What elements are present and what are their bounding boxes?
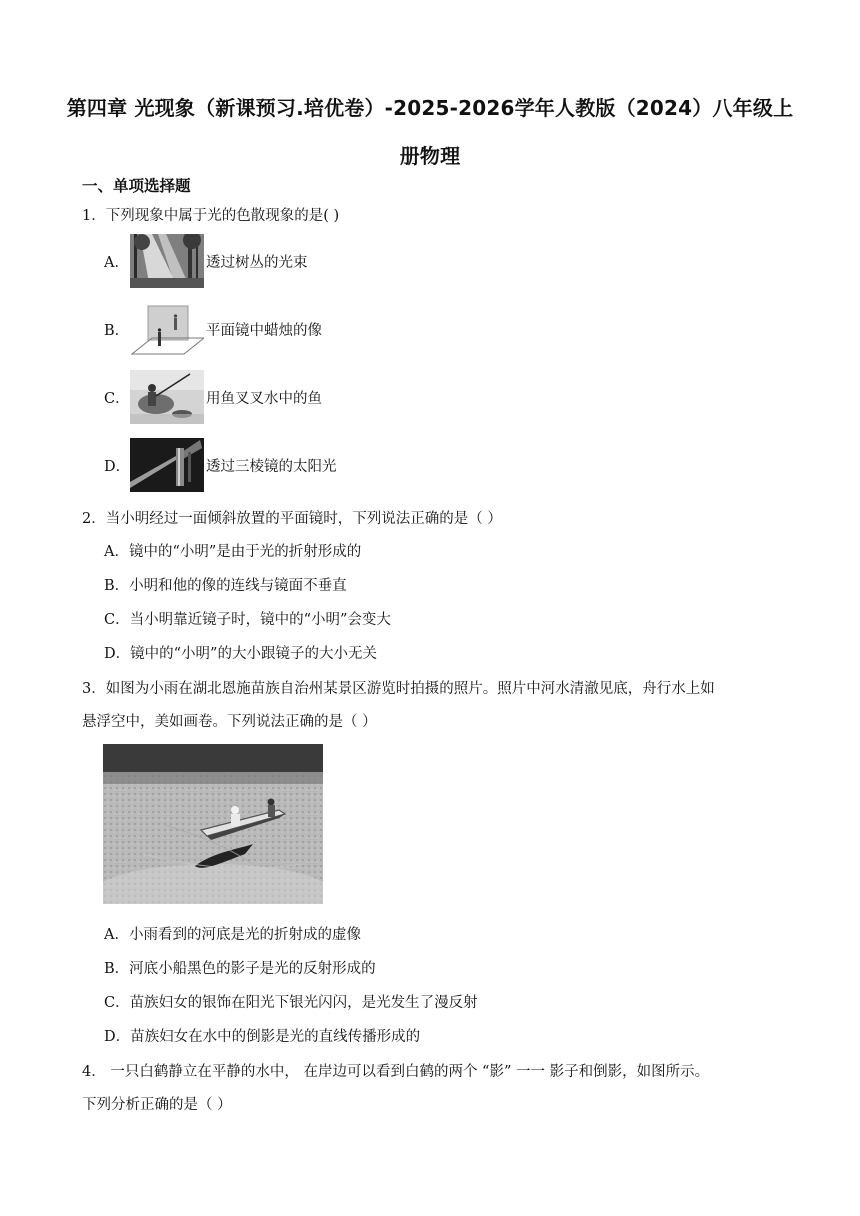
forest-light-beam-image — [130, 234, 204, 288]
option-text: 用鱼叉叉水中的鱼 — [206, 390, 322, 407]
question-3-option-a: A．小雨看到的河底是光的折射成的虚像 — [104, 927, 361, 943]
document-title-line1: 第四章 光现象（新课预习.培优卷）-2025-2026学年人教版（2024）八年级上 — [66, 96, 794, 120]
mirror-candle-image — [130, 302, 204, 356]
question-1-option-d — [104, 438, 337, 492]
question-3-option-d: D．苗族妇女在水中的倒影是光的直线传播形成的 — [104, 1029, 421, 1045]
question-2-option-a: A．镜中的“小明”是由于光的折射形成的 — [104, 544, 362, 560]
option-text: 透过三棱镜的太阳光 — [206, 458, 337, 475]
option-letter: C． — [104, 390, 130, 407]
question-3-stem-line1: 3．如图为小雨在湖北恩施苗族自治州某景区游览时拍摄的照片。照片中河水清澈见底，舟行水上如 — [82, 681, 715, 697]
option-text: 平面镜中蜡烛的像 — [206, 322, 322, 339]
question-2-option-c: C．当小明靠近镜子时，镜中的“小明”会变大 — [104, 612, 391, 628]
question-3-stem-line2: 悬浮空中，美如画卷。下列说法正确的是（ ） — [82, 714, 377, 730]
option-letter: B． — [104, 322, 130, 339]
question-3-option-b: B．河底小船黑色的影子是光的反射形成的 — [104, 961, 376, 977]
section-heading: 一、单项选择题 — [82, 177, 191, 195]
option-letter: D． — [104, 458, 131, 475]
question-2-option-d: D．镜中的“小明”的大小跟镜子的大小无关 — [104, 646, 377, 662]
option-letter: A． — [104, 254, 129, 271]
question-1-option-b — [104, 302, 322, 356]
spear-fishing-image — [130, 370, 204, 424]
question-2-stem: 2．当小明经过一面倾斜放置的平面镜时，下列说法正确的是（ ） — [82, 511, 502, 527]
question-2-option-b: B．小明和他的像的连线与镜面不垂直 — [104, 578, 347, 594]
boat-on-clear-river-photo — [103, 744, 323, 904]
document-title-line2: 册物理 — [399, 144, 461, 168]
question-1-option-c — [104, 370, 322, 424]
question-4-stem-line1: 4． 一只白鹤静立在平静的水中， 在岸边可以看到白鹤的两个 “影” 一一 影子和倒影，如图所示。 — [82, 1064, 710, 1080]
question-4-stem-line2: 下列分析正确的是（ ） — [82, 1097, 232, 1113]
question-1-stem: 1．下列现象中属于光的色散现象的是( ) — [82, 208, 340, 224]
option-text: 透过树丛的光束 — [206, 254, 308, 271]
question-1-option-a — [104, 234, 308, 288]
question-3-option-c: C．苗族妇女的银饰在阳光下银光闪闪，是光发生了漫反射 — [104, 995, 478, 1011]
prism-sunlight-image — [130, 438, 204, 492]
